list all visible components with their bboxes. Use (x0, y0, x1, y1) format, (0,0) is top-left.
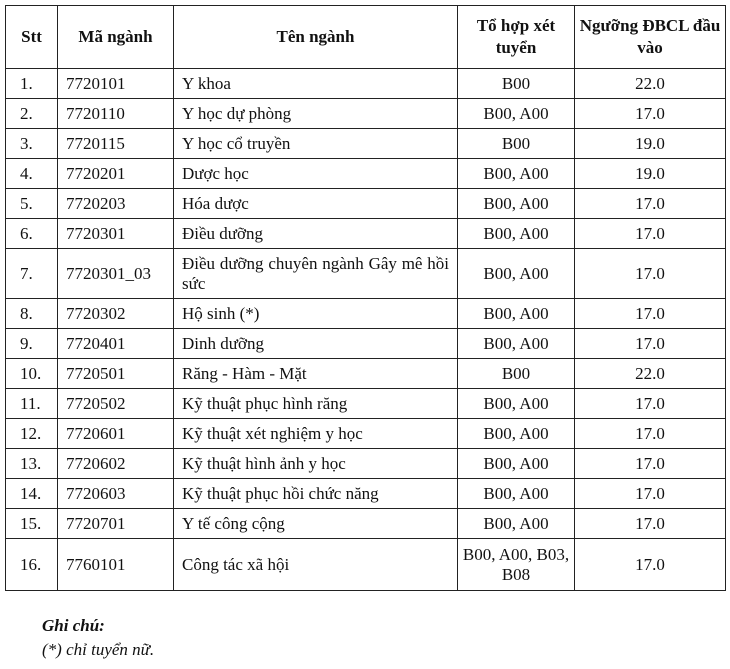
row-stt: 14. (6, 479, 58, 509)
row-major-name: Kỹ thuật hình ảnh y học (174, 449, 458, 479)
row-major-code: 7760101 (58, 539, 174, 591)
row-stt: 1. (6, 69, 58, 99)
row-quality-threshold: 17.0 (575, 539, 726, 591)
header-subject-combination: Tổ hợp xét tuyển (458, 6, 575, 69)
row-quality-threshold: 22.0 (575, 69, 726, 99)
row-stt: 10. (6, 359, 58, 389)
table-row (6, 299, 726, 329)
row-stt: 7. (6, 249, 58, 299)
table-row (6, 419, 726, 449)
row-stt: 13. (6, 449, 58, 479)
row-stt: 8. (6, 299, 58, 329)
row-subject-combination: B00 (458, 359, 575, 389)
row-major-name: Kỹ thuật xét nghiệm y học (174, 419, 458, 449)
row-major-name: Kỹ thuật phục hồi chức năng (174, 479, 458, 509)
row-quality-threshold: 17.0 (575, 419, 726, 449)
row-major-name: Y học dự phòng (174, 99, 458, 129)
row-quality-threshold: 17.0 (575, 509, 726, 539)
table-row (6, 359, 726, 389)
table-header-row (6, 6, 726, 69)
table-row (6, 449, 726, 479)
header-major-code: Mã ngành (58, 6, 174, 69)
header-quality-threshold: Ngưỡng ĐBCL đầu vào (575, 6, 726, 69)
table-row (6, 539, 726, 591)
header-major-name: Tên ngành (174, 6, 458, 69)
row-subject-combination: B00, A00 (458, 189, 575, 219)
row-quality-threshold: 22.0 (575, 359, 726, 389)
row-major-code: 7720603 (58, 479, 174, 509)
row-major-name: Hóa dược (174, 189, 458, 219)
table-row (6, 69, 726, 99)
row-quality-threshold: 17.0 (575, 299, 726, 329)
row-quality-threshold: 17.0 (575, 449, 726, 479)
row-major-code: 7720203 (58, 189, 174, 219)
row-major-name: Răng - Hàm - Mặt (174, 359, 458, 389)
header-stt: Stt (6, 6, 58, 69)
row-stt: 6. (6, 219, 58, 249)
row-subject-combination: B00, A00 (458, 219, 575, 249)
row-quality-threshold: 19.0 (575, 129, 726, 159)
row-stt: 16. (6, 539, 58, 591)
row-major-name: Điều dưỡng chuyên ngành Gây mê hồi sức (174, 249, 458, 299)
row-stt: 2. (6, 99, 58, 129)
row-major-code: 7720301_03 (58, 249, 174, 299)
row-major-code: 7720701 (58, 509, 174, 539)
row-major-code: 7720110 (58, 99, 174, 129)
row-stt: 12. (6, 419, 58, 449)
admission-table-container (5, 5, 726, 591)
row-major-name: Y học cổ truyền (174, 129, 458, 159)
row-major-code: 7720302 (58, 299, 174, 329)
table-row (6, 99, 726, 129)
row-quality-threshold: 17.0 (575, 219, 726, 249)
table-row (6, 509, 726, 539)
row-major-code: 7720601 (58, 419, 174, 449)
row-quality-threshold: 17.0 (575, 479, 726, 509)
row-major-code: 7720602 (58, 449, 174, 479)
row-subject-combination: B00, A00 (458, 449, 575, 479)
row-quality-threshold: 17.0 (575, 99, 726, 129)
table-row (6, 129, 726, 159)
table-row (6, 479, 726, 509)
row-subject-combination: B00 (458, 129, 575, 159)
row-major-code: 7720501 (58, 359, 174, 389)
notes-text: (*) chỉ tuyển nữ. (42, 640, 155, 659)
row-subject-combination: B00, A00 (458, 509, 575, 539)
row-subject-combination: B00, A00 (458, 419, 575, 449)
row-quality-threshold: 17.0 (575, 249, 726, 299)
row-major-code: 7720201 (58, 159, 174, 189)
row-major-code: 7720101 (58, 69, 174, 99)
row-subject-combination: B00, A00 (458, 389, 575, 419)
row-stt: 3. (6, 129, 58, 159)
row-major-name: Kỹ thuật phục hình răng (174, 389, 458, 419)
row-quality-threshold: 19.0 (575, 159, 726, 189)
notes-title: Ghi chú: (42, 616, 105, 635)
row-subject-combination: B00, A00, B03, B08 (458, 539, 575, 591)
row-major-name: Y tế công cộng (174, 509, 458, 539)
row-major-name: Công tác xã hội (174, 539, 458, 591)
row-major-name: Y khoa (174, 69, 458, 99)
table-row (6, 329, 726, 359)
table-row (6, 249, 726, 299)
table-row (6, 159, 726, 189)
table-row (6, 189, 726, 219)
row-major-code: 7720301 (58, 219, 174, 249)
row-stt: 9. (6, 329, 58, 359)
table-row (6, 219, 726, 249)
row-major-code: 7720401 (58, 329, 174, 359)
table-row (6, 389, 726, 419)
row-subject-combination: B00, A00 (458, 479, 575, 509)
row-subject-combination: B00 (458, 69, 575, 99)
row-quality-threshold: 17.0 (575, 389, 726, 419)
row-subject-combination: B00, A00 (458, 329, 575, 359)
row-subject-combination: B00, A00 (458, 249, 575, 299)
row-major-name: Dược học (174, 159, 458, 189)
row-major-name: Điều dưỡng (174, 219, 458, 249)
row-stt: 15. (6, 509, 58, 539)
row-subject-combination: B00, A00 (458, 299, 575, 329)
row-major-name: Hộ sinh (*) (174, 299, 458, 329)
row-major-code: 7720115 (58, 129, 174, 159)
row-major-code: 7720502 (58, 389, 174, 419)
notes-section (42, 614, 154, 662)
row-quality-threshold: 17.0 (575, 329, 726, 359)
admission-threshold-table (5, 5, 726, 591)
row-major-name: Dinh dưỡng (174, 329, 458, 359)
row-stt: 5. (6, 189, 58, 219)
row-subject-combination: B00, A00 (458, 99, 575, 129)
row-stt: 4. (6, 159, 58, 189)
row-subject-combination: B00, A00 (458, 159, 575, 189)
row-stt: 11. (6, 389, 58, 419)
row-quality-threshold: 17.0 (575, 189, 726, 219)
